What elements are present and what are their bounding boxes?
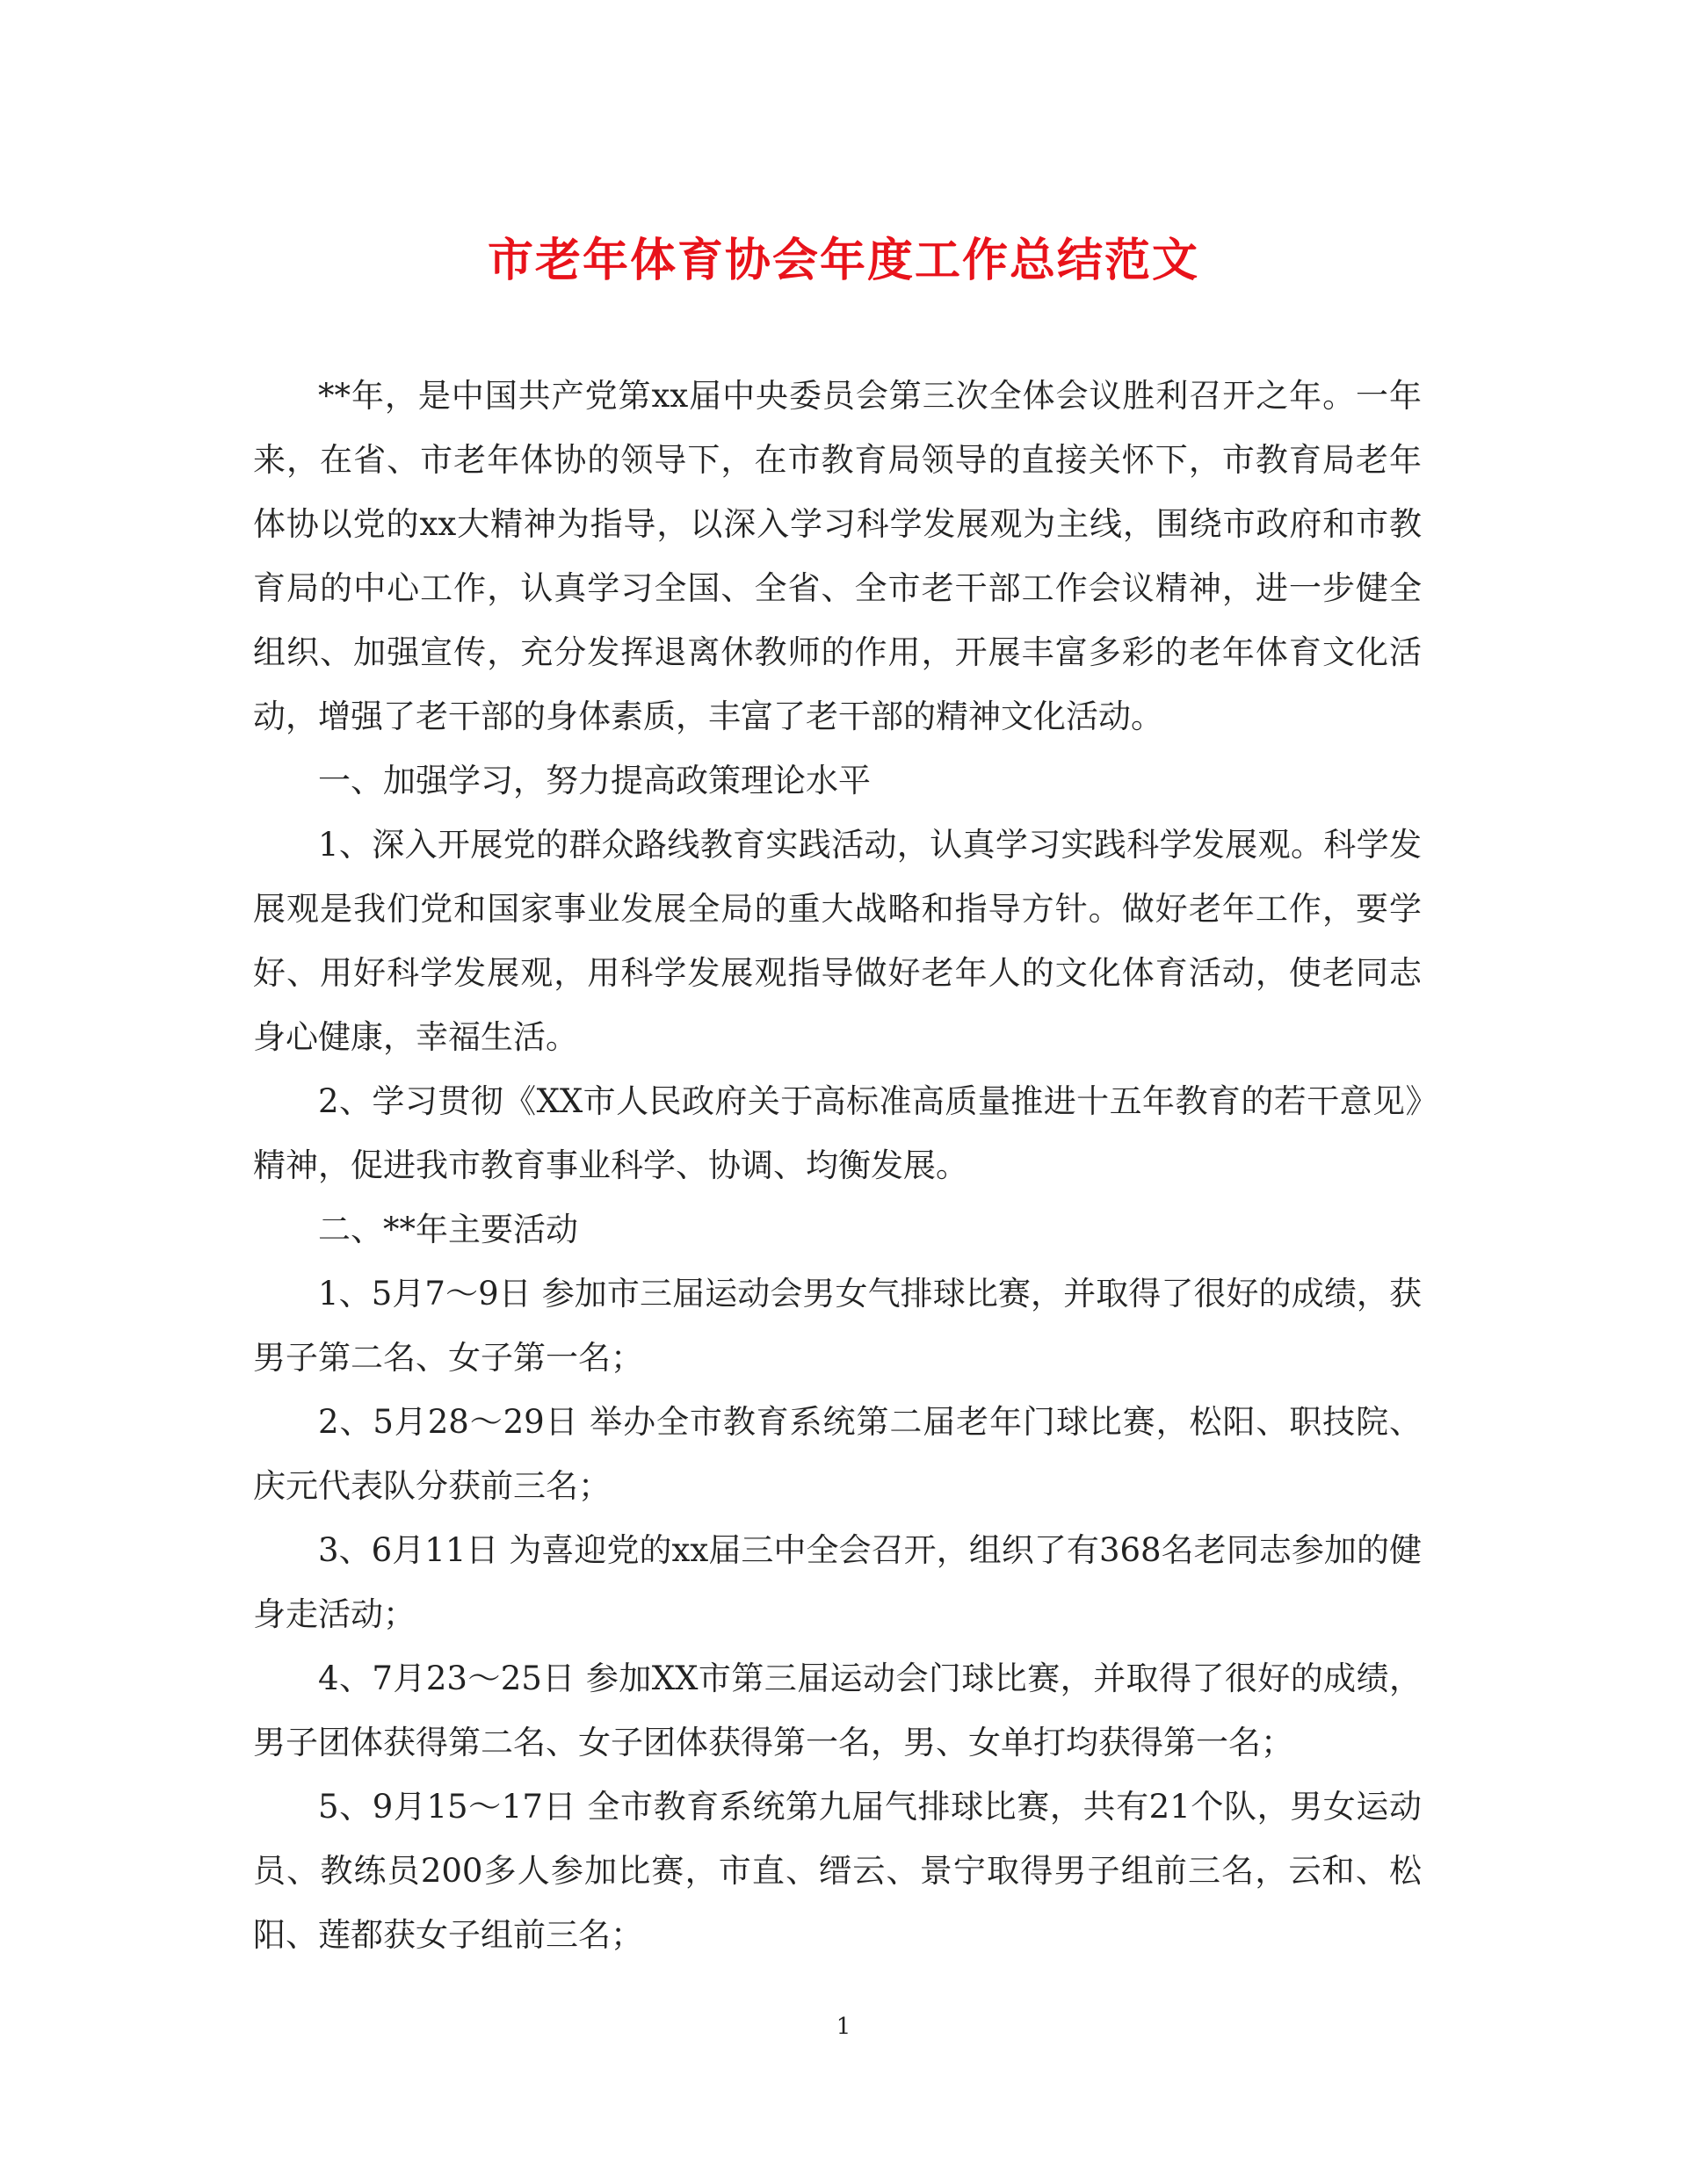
paragraph-1-1: 1、深入开展党的群众路线教育实践活动，认真学习实践科学发展观。科学发展观是我们党和国家事业发展全局的重大战略和指导方针。做好老年工作，要学好、用好科学发展观，用科学发展观指导做好老年人的文化体育活动，使老同志身心健康，幸福生活。 [253, 826, 1422, 1056]
page-number: 1 [836, 2014, 851, 2040]
section-heading-1: 一、加强学习，努力提高政策理论水平 [318, 762, 871, 799]
paragraph-1-2: 2、学习贯彻《XX市人民政府关于高标准高质量推进十五年教育的若干意见》精神，促进我市教育事业科学、协调、均衡发展。 [253, 1082, 1422, 1184]
activity-item-4: 4、7月23～25日 参加XX市第三届运动会门球比赛，并取得了很好的成绩，男子团体获得第二名、女子团体获得第一名，男、女单打均获得第一名； [253, 1660, 1422, 1761]
activity-item-1: 1、5月7～9日 参加市三届运动会男女气排球比赛，并取得了很好的成绩，获男子第二名、女子第一名； [253, 1275, 1422, 1377]
activity-item-5: 5、9月15～17日 全市教育系统第九届气排球比赛，共有21个队，男女运动员、教练员200多人参加比赛，市直、缙云、景宁取得男子组前三名，云和、松阳、莲都获女子组前三名； [253, 1788, 1422, 1954]
section-heading-2: 二、**年主要活动 [318, 1211, 578, 1248]
paragraph-intro: **年，是中国共产党第xx届中央委员会第三次全体会议胜利召开之年。一年来，在省、市老年体协的领导下，在市教育局领导的直接关怀下，市教育局老年体协以党的xx大精神为指导，以深入学习科学发展观为主线，围绕市政府和市教育局的中心工作，认真学习全国、全省、全市老干部工作会议精神，进一步健全组织、加强宣传，充分发挥退离休教师的作用，开展丰富多彩的老年体育文化活动，增强了老干部的身体素质，丰富了老干部的精神文化活动。 [253, 377, 1422, 735]
activity-item-3: 3、6月11日 为喜迎党的xx届三中全会召开，组织了有368名老同志参加的健身走活动； [253, 1531, 1422, 1633]
document-body [253, 364, 1422, 1967]
activity-item-2: 2、5月28～29日 举办全市教育系统第二届老年门球比赛，松阳、职技院、庆元代表队分获前三名； [253, 1403, 1422, 1505]
document-title: 市老年体育协会年度工作总结范文 [487, 234, 1199, 287]
